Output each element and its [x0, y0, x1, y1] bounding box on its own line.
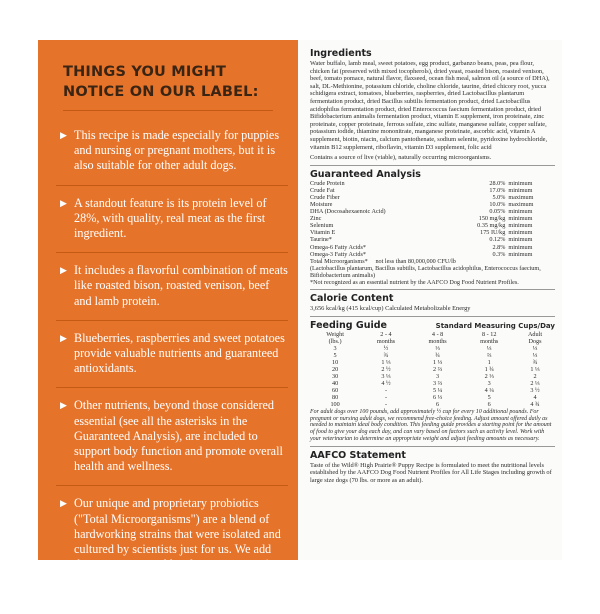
- ga-unit-cell: minimum: [508, 208, 533, 216]
- ga-name-cell: Taurine*: [310, 236, 332, 244]
- microorganisms-row: [310, 258, 555, 265]
- ga-unit-cell: maximum: [508, 193, 534, 201]
- table-row: [310, 359, 555, 366]
- ga-value-cell: 10.0%: [489, 201, 506, 208]
- ga-unit-cell: minimum: [508, 250, 533, 258]
- feeding-cell: ⅓: [532, 344, 538, 352]
- table-row: [310, 345, 555, 352]
- microorganisms-value: not less than 80,000,000 CFU/lb: [375, 257, 456, 265]
- feeding-cell: 4 ½: [381, 379, 391, 387]
- ga-name-cell: Omega-3 Fatty Acids*: [310, 250, 367, 258]
- ga-unit-cell: minimum: [508, 215, 533, 223]
- ga-name-cell: Crude Fat: [310, 186, 335, 194]
- table-row: [310, 387, 555, 394]
- table-row: [310, 194, 555, 201]
- feeding-cell: 1 ⅓: [432, 358, 443, 366]
- table-row: [310, 366, 555, 373]
- aafco-text: Taste of the Wild® High Prairie® Puppy Recipe is formulated to meet the nutritional levels established by the AAFCO Dog Food Nutrient Profiles for All Life Stages including growth of large size dogs (70 lbs. or more as an adult).: [310, 461, 552, 484]
- table-row: [310, 236, 555, 243]
- column-header: 8 - 12: [482, 330, 497, 338]
- feeding-guide-header: [310, 320, 555, 331]
- section-divider: [310, 446, 555, 447]
- feeding-cell: 5: [487, 393, 491, 401]
- feeding-cell: 1: [487, 358, 491, 366]
- column-header: Adult: [527, 330, 543, 338]
- ga-name-cell: Crude Fiber: [310, 193, 340, 201]
- feeding-guide-title: Feeding Guide: [310, 319, 387, 331]
- list-item: ▶ It includes a flavorful combination of meats like roasted bison, roasted venison, beef and lamb protein.: [56, 253, 288, 321]
- calorie-title: Calorie Content: [310, 293, 394, 305]
- feeding-cell: 80: [331, 393, 339, 401]
- ingredients-text: Water buffalo, lamb meal, sweet potatoes, egg product, garbanzo beans, peas, pea flour, chicken fat (preserved with mixed tocopherols), dried yeast, roasted bison, roasted venison, beef, tomato pomace, natural flavor, flaxseed, ocean fish meal, salmon oil (a source of DHA), salt, DL-Methionine, potassium chloride, choline chloride, taurine, dried chicory root, yucca schidigera extract, tomatoes, blueberries, raspberries, dried Lactobacillus plantarum fermentation product, dried Bacillus subtilis fermentation product, dried Lactobacillus acidophilus fermentation product, dried Enterococcus faecium fermentation product, dried Bifidobacterium animalis fermentation product, vitamin E supplement, iron proteinate, zinc proteinate, copper proteinate, ferrous sulfate, zinc sulfate, manganese sulfate, copper sulfate, potassium iodide, thiamine mononitrate, manganese proteinate, ascorbic acid, vitamin A supplement, biotin, niacin, calcium pantothenate, sodium selenite, pyridoxine hydrochloride, vitamin B12 supplement, riboflavin, vitamin D3 supplement, folic acid: [310, 60, 550, 151]
- ga-value-cell: 150 mg/kg: [478, 215, 506, 223]
- guaranteed-analysis-table: [310, 180, 555, 258]
- feeding-guide-subtitle: Standard Measuring Cups/Day: [435, 321, 555, 330]
- feeding-cell: 1 ⅓: [381, 358, 391, 366]
- list-item: ▶ This recipe is made especially for puppies and nursing or pregnant mothers, but it is also suitable for other adult dogs.: [56, 118, 288, 186]
- ga-name-cell: Crude Protein: [310, 179, 345, 187]
- column-header: 4 - 8: [431, 330, 444, 338]
- list-item: ▶ Our unique and proprietary probiotics ("Total Microorganisms") are a blend of hardworking strains that were isolated and cultured by scientists just for us. We add them at guaranteed levels so every serving can help support digestive, immune and overall health.: [60, 496, 282, 602]
- feeding-cell: ⅓: [486, 344, 492, 352]
- feeding-cell: 2 ⅓: [530, 379, 540, 387]
- feeding-cell: 2 ½: [381, 365, 391, 373]
- column-header: months: [428, 337, 447, 345]
- feeding-cell: ⅔: [486, 351, 492, 359]
- feeding-cell: 60: [331, 386, 339, 394]
- label-notes-panel: [38, 40, 298, 602]
- feeding-cell: 3 ⅓: [381, 372, 391, 380]
- guaranteed-analysis-title: Guaranteed Analysis: [310, 168, 421, 180]
- feeding-cell: ¾: [383, 351, 389, 359]
- table-row: [310, 251, 555, 258]
- list-item: ▶ Blueberries, raspberries and sweet potatoes provide valuable nutrients and guaranteed antioxidants.: [56, 321, 288, 389]
- section-divider: [310, 316, 555, 317]
- feeding-cell: 30: [331, 372, 339, 380]
- column-header: 2 - 4: [380, 330, 392, 338]
- table-row: [310, 380, 555, 387]
- table-row: [310, 394, 555, 401]
- feeding-cell: 20: [331, 365, 339, 373]
- feeding-header-row: [310, 331, 555, 338]
- ga-value-cell: 0.12%: [489, 236, 506, 244]
- ga-footnote: *Not recognized as an essential nutrient by the AAFCO Dog Food Nutrient Profiles.: [310, 279, 519, 287]
- table-row: [310, 352, 555, 359]
- ga-name-cell: Selenium: [310, 222, 334, 230]
- ga-unit-cell: minimum: [508, 222, 533, 230]
- feeding-cell: 3: [436, 372, 440, 380]
- feeding-cell: 100: [330, 400, 340, 408]
- ga-name-cell: DHA (Docosahexaenoic Acid): [310, 208, 386, 216]
- column-header: Dogs: [528, 337, 542, 345]
- ga-name-cell: Vitamin E: [310, 229, 336, 237]
- feeding-cell: 4 ¾: [530, 400, 540, 408]
- ga-value-cell: 28.0%: [489, 179, 506, 187]
- table-row: [310, 222, 555, 229]
- column-header: Weight: [326, 330, 344, 338]
- ga-unit-cell: minimum: [508, 186, 533, 194]
- feeding-note: For adult dogs over 100 pounds, add approximately ½ cup for every 10 additional pounds. For pregnant or nursing adult dogs, we recommend free-choice feeding. Adjust amount offered daily as needed to maintain ideal body condition. This feeding guide provides a starting point for the amount of food to give your dog each day, and can vary based on factors such as activity level. Work with your veterinarian to determine an appropriate weight and adjust feeding amounts as necessary.: [310, 408, 552, 442]
- table-row: [310, 215, 555, 222]
- ga-unit-cell: maximum: [508, 201, 534, 208]
- label-notes-list: [56, 118, 288, 614]
- feeding-cell: 3: [333, 344, 337, 352]
- column-header: (lbs.): [328, 337, 342, 345]
- ga-value-cell: 2.8%: [492, 243, 506, 251]
- triangle-bullet-icon: ▶: [60, 197, 67, 208]
- ga-value-cell: 0.35 mg/kg: [477, 222, 506, 230]
- feeding-cell: 4 ¼: [484, 386, 494, 394]
- ga-unit-cell: minimum: [508, 243, 533, 251]
- nutrition-label-panel: [298, 40, 562, 560]
- table-row: [310, 401, 555, 408]
- feeding-cell: 6 ⅓: [432, 393, 443, 401]
- list-item: ▶ A standout feature is its protein level of 28%, with quality, real meat as the first ingredient.: [56, 186, 288, 254]
- ga-value-cell: 17.0%: [489, 186, 506, 194]
- table-row: [310, 229, 555, 236]
- feeding-cell: -: [384, 393, 387, 401]
- feeding-cell: 3: [487, 379, 491, 387]
- table-row: [310, 244, 555, 251]
- microorganisms-strains: (Lactobacillus plantarum, Bacillus subtilis, Lactobacillus acidophilus, Enterococcus faecium, Bifidobacterium animalis): [310, 264, 541, 279]
- section-divider: [310, 165, 555, 166]
- feeding-cell: 2 ⅔: [432, 365, 443, 373]
- triangle-bullet-icon: ▶: [60, 498, 67, 509]
- feeding-cell: -: [384, 386, 387, 394]
- ga-value-cell: 0.05%: [489, 208, 506, 216]
- table-row: [310, 187, 555, 194]
- feeding-cell: 2 ⅓: [484, 372, 494, 380]
- ga-name-cell: Moisture: [310, 201, 333, 208]
- aafco-title: AAFCO Statement: [310, 449, 406, 461]
- feeding-cell: 5: [333, 351, 337, 359]
- list-item: ▶ Other nutrients, beyond those considered essential (see all the asterisks in the Guaranteed Analysis), are included to support body function and promote overall health and wellness.: [56, 388, 288, 486]
- table-row: [310, 201, 555, 208]
- feeding-cell: 5 ¼: [432, 386, 443, 394]
- feeding-cell: ½: [383, 344, 389, 352]
- calorie-text: 3,656 kcal/kg (415 kcal/cup) Calculated Metabolizable Energy: [310, 305, 471, 313]
- triangle-bullet-icon: ▶: [60, 130, 67, 140]
- ga-unit-cell: minimum: [508, 179, 533, 187]
- feeding-cell: 3 ⅔: [432, 379, 443, 387]
- section-divider: [310, 289, 555, 290]
- ga-unit-cell: minimum: [508, 229, 533, 237]
- feeding-cell: 4: [533, 393, 537, 401]
- feeding-cell: -: [384, 400, 387, 408]
- column-header: months: [376, 337, 396, 345]
- ga-unit-cell: minimum: [508, 236, 533, 244]
- ingredients-title: Ingredients: [310, 48, 372, 59]
- triangle-bullet-icon: ▶: [60, 332, 67, 343]
- label-notes-title: THINGS YOU MIGHT NOTICE ON OUR LABEL:: [63, 64, 259, 100]
- feeding-cell: 6: [436, 400, 440, 408]
- ingredients-footer: Contains a source of live (viable), naturally occurring microorganisms.: [310, 154, 492, 162]
- feeding-cell: 40: [331, 379, 339, 387]
- feeding-cell: 2: [533, 372, 537, 380]
- table-row: [310, 373, 555, 380]
- ga-value-cell: 175 IU/kg: [480, 229, 506, 237]
- feeding-cell: 6: [487, 400, 491, 408]
- table-row: [310, 180, 555, 187]
- feeding-cell: 1 ¾: [484, 365, 494, 373]
- triangle-bullet-icon: ▶: [60, 265, 67, 276]
- feeding-cell: ¾: [435, 351, 440, 359]
- feeding-cell: ⅓: [435, 344, 440, 352]
- microorganisms-label: Total Microorganisms*: [310, 257, 368, 265]
- feeding-cell: 10: [331, 358, 339, 366]
- column-header: months: [480, 337, 499, 345]
- feeding-cell: 1 ⅓: [530, 365, 540, 373]
- ga-name-cell: Omega-6 Fatty Acids*: [310, 243, 367, 251]
- feeding-guide-table: [310, 331, 555, 408]
- triangle-bullet-icon: ▶: [60, 400, 67, 411]
- title-divider: [63, 110, 273, 111]
- feeding-cell: ¾: [532, 358, 538, 366]
- ga-name-cell: Zinc: [310, 215, 322, 223]
- ga-value-cell: 5.0%: [492, 193, 506, 201]
- feeding-cell: ⅓: [532, 351, 538, 359]
- ga-value-cell: 0.3%: [492, 250, 506, 258]
- table-row: [310, 208, 555, 215]
- feeding-header-row: [310, 338, 555, 345]
- feeding-cell: 3 ½: [530, 386, 540, 394]
